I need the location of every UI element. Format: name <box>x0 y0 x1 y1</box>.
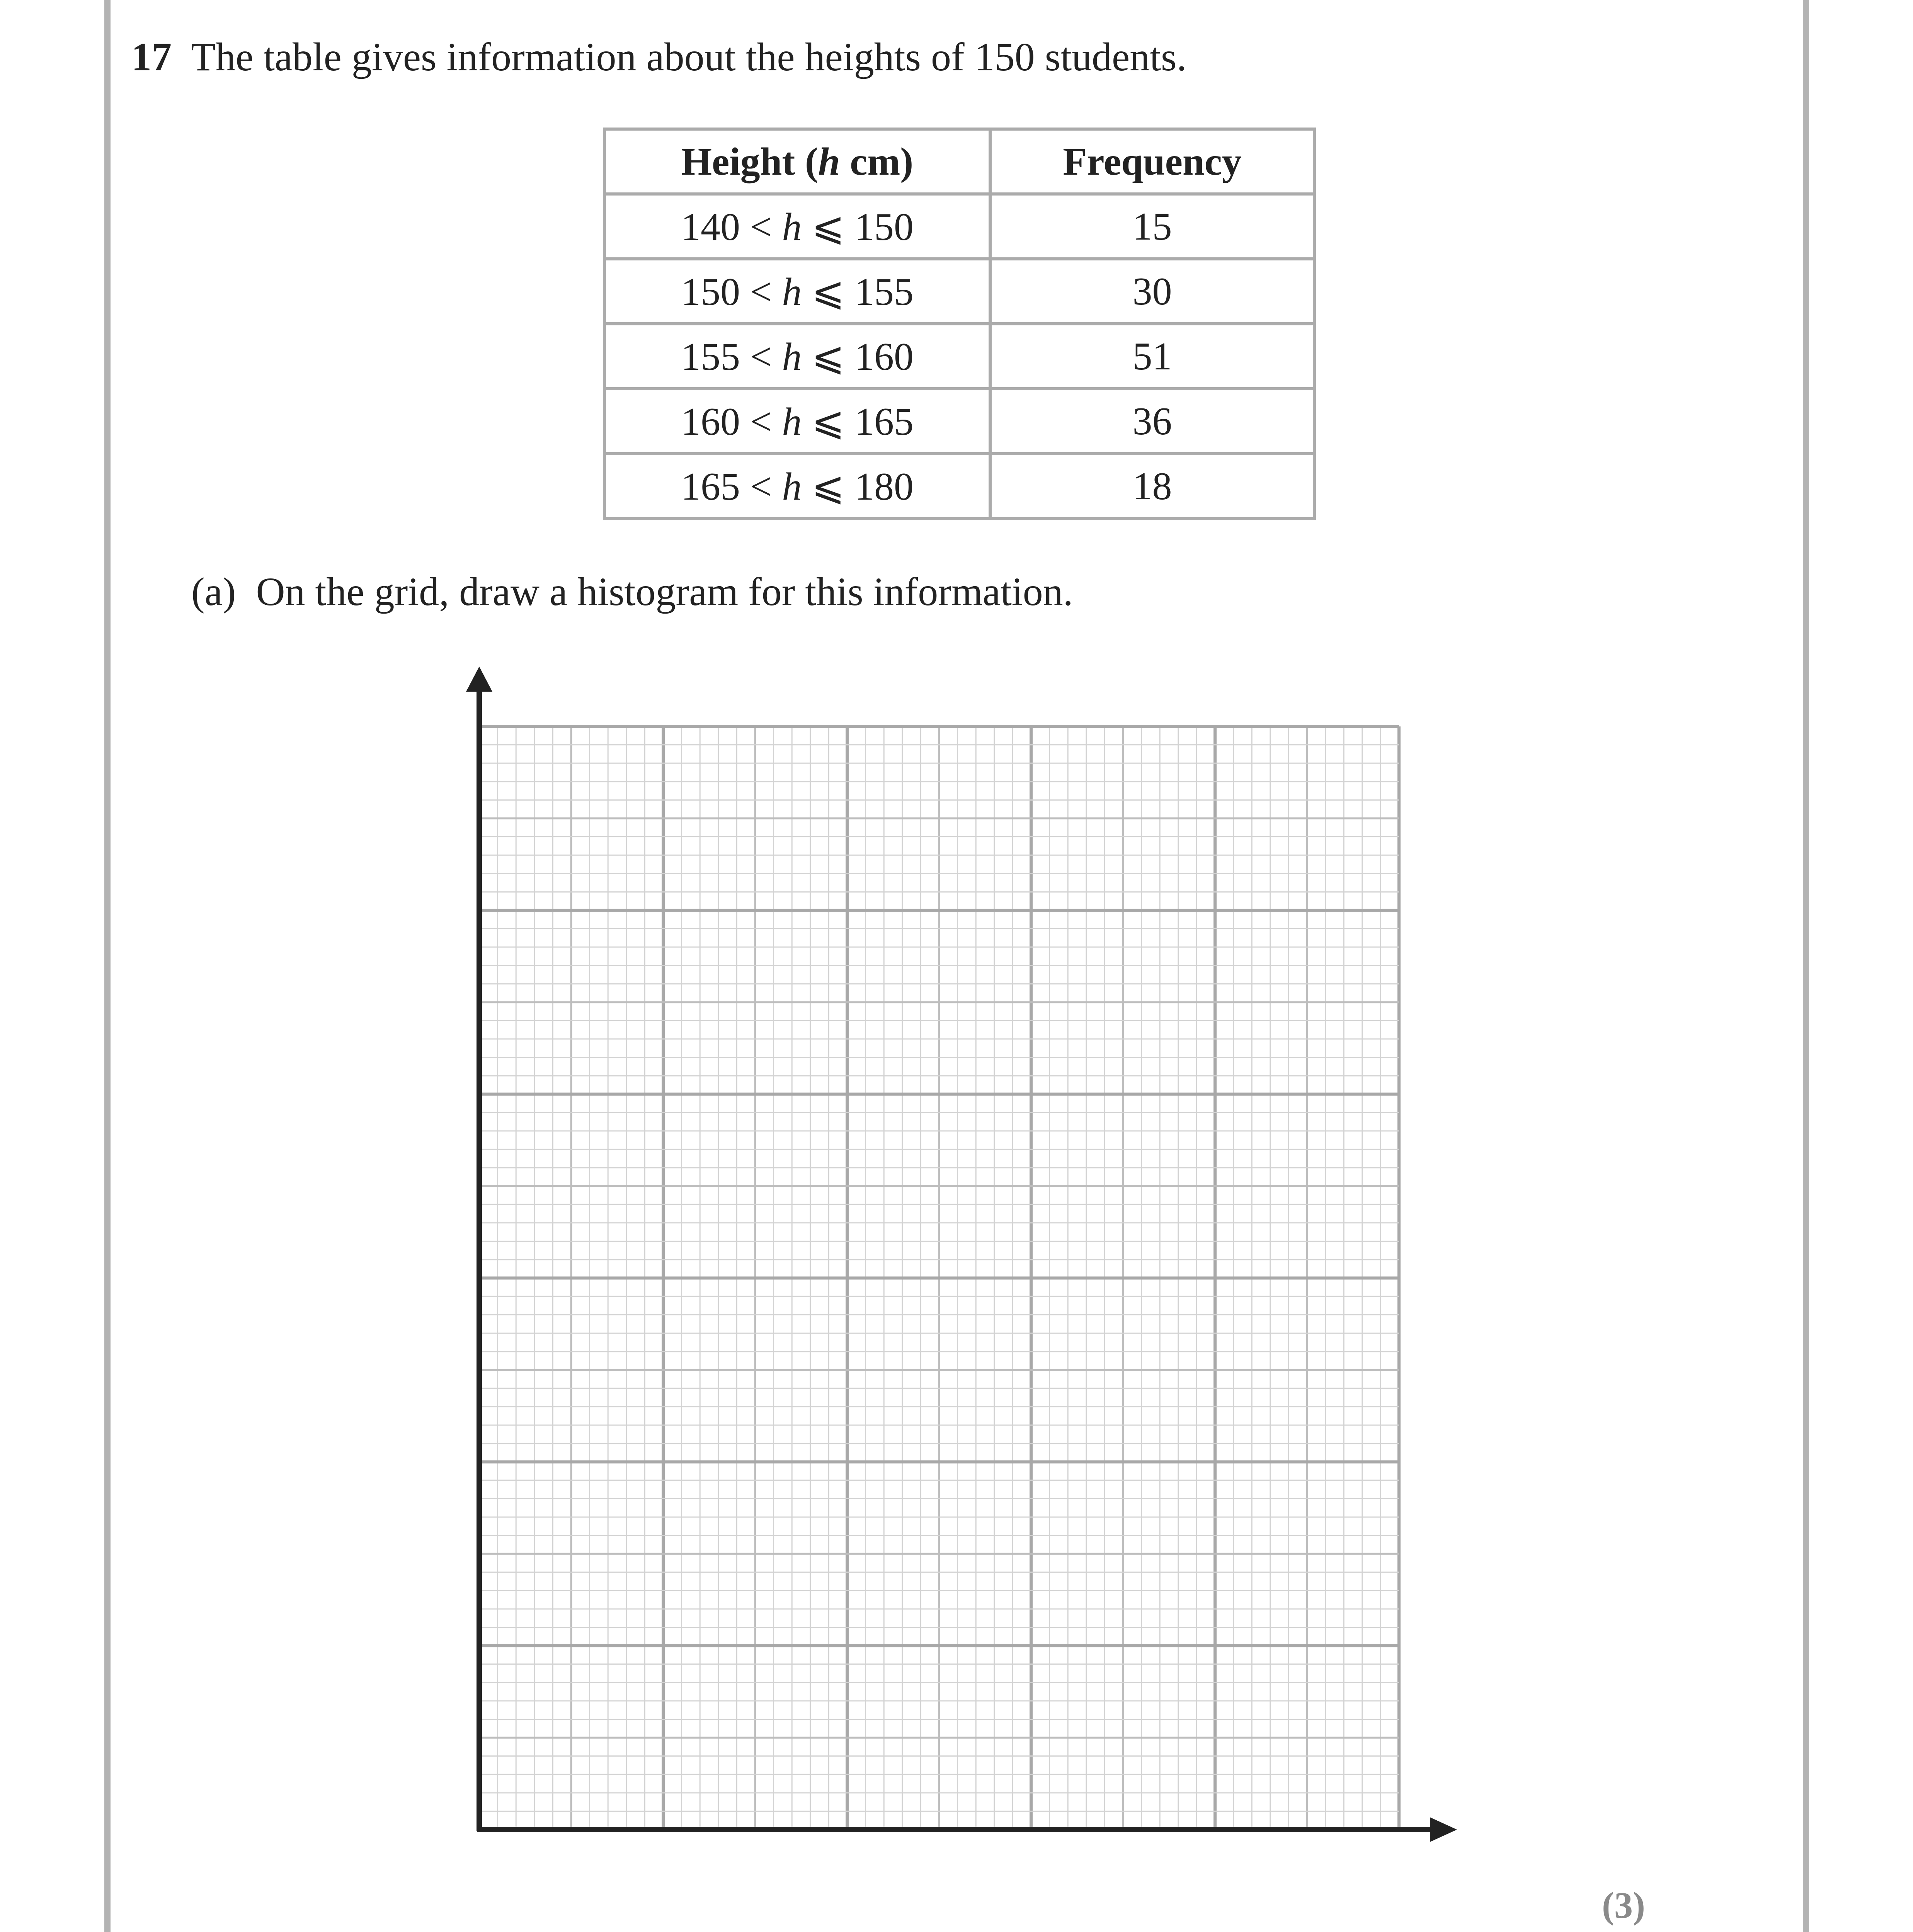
height-interval-cell: 150 < h ⩽ 155 <box>604 259 990 324</box>
height-header: Height (h cm) <box>604 129 990 194</box>
question-number: 17 <box>131 35 172 79</box>
frequency-cell: 18 <box>990 454 1314 519</box>
x-axis-arrow-icon <box>1430 1817 1457 1842</box>
frequency-cell: 30 <box>990 259 1314 324</box>
height-interval-cell: 140 < h ⩽ 150 <box>604 194 990 259</box>
part-a-label: (a) <box>191 570 236 614</box>
question-text: The table gives information about the heights of 150 students. <box>191 35 1187 79</box>
part-a-marks: (3) <box>1602 1884 1645 1926</box>
part-a-text: On the grid, draw a histogram for this information. <box>256 570 1073 614</box>
frequency-header: Frequency <box>990 129 1314 194</box>
frequency-cell: 36 <box>990 389 1314 454</box>
frequency-cell: 15 <box>990 194 1314 259</box>
height-interval-cell: 155 < h ⩽ 160 <box>604 324 990 389</box>
frequency-cell: 51 <box>990 324 1314 389</box>
height-interval-cell: 165 < h ⩽ 180 <box>604 454 990 519</box>
height-interval-cell: 160 < h ⩽ 165 <box>604 389 990 454</box>
y-axis-arrow-icon <box>466 667 492 692</box>
